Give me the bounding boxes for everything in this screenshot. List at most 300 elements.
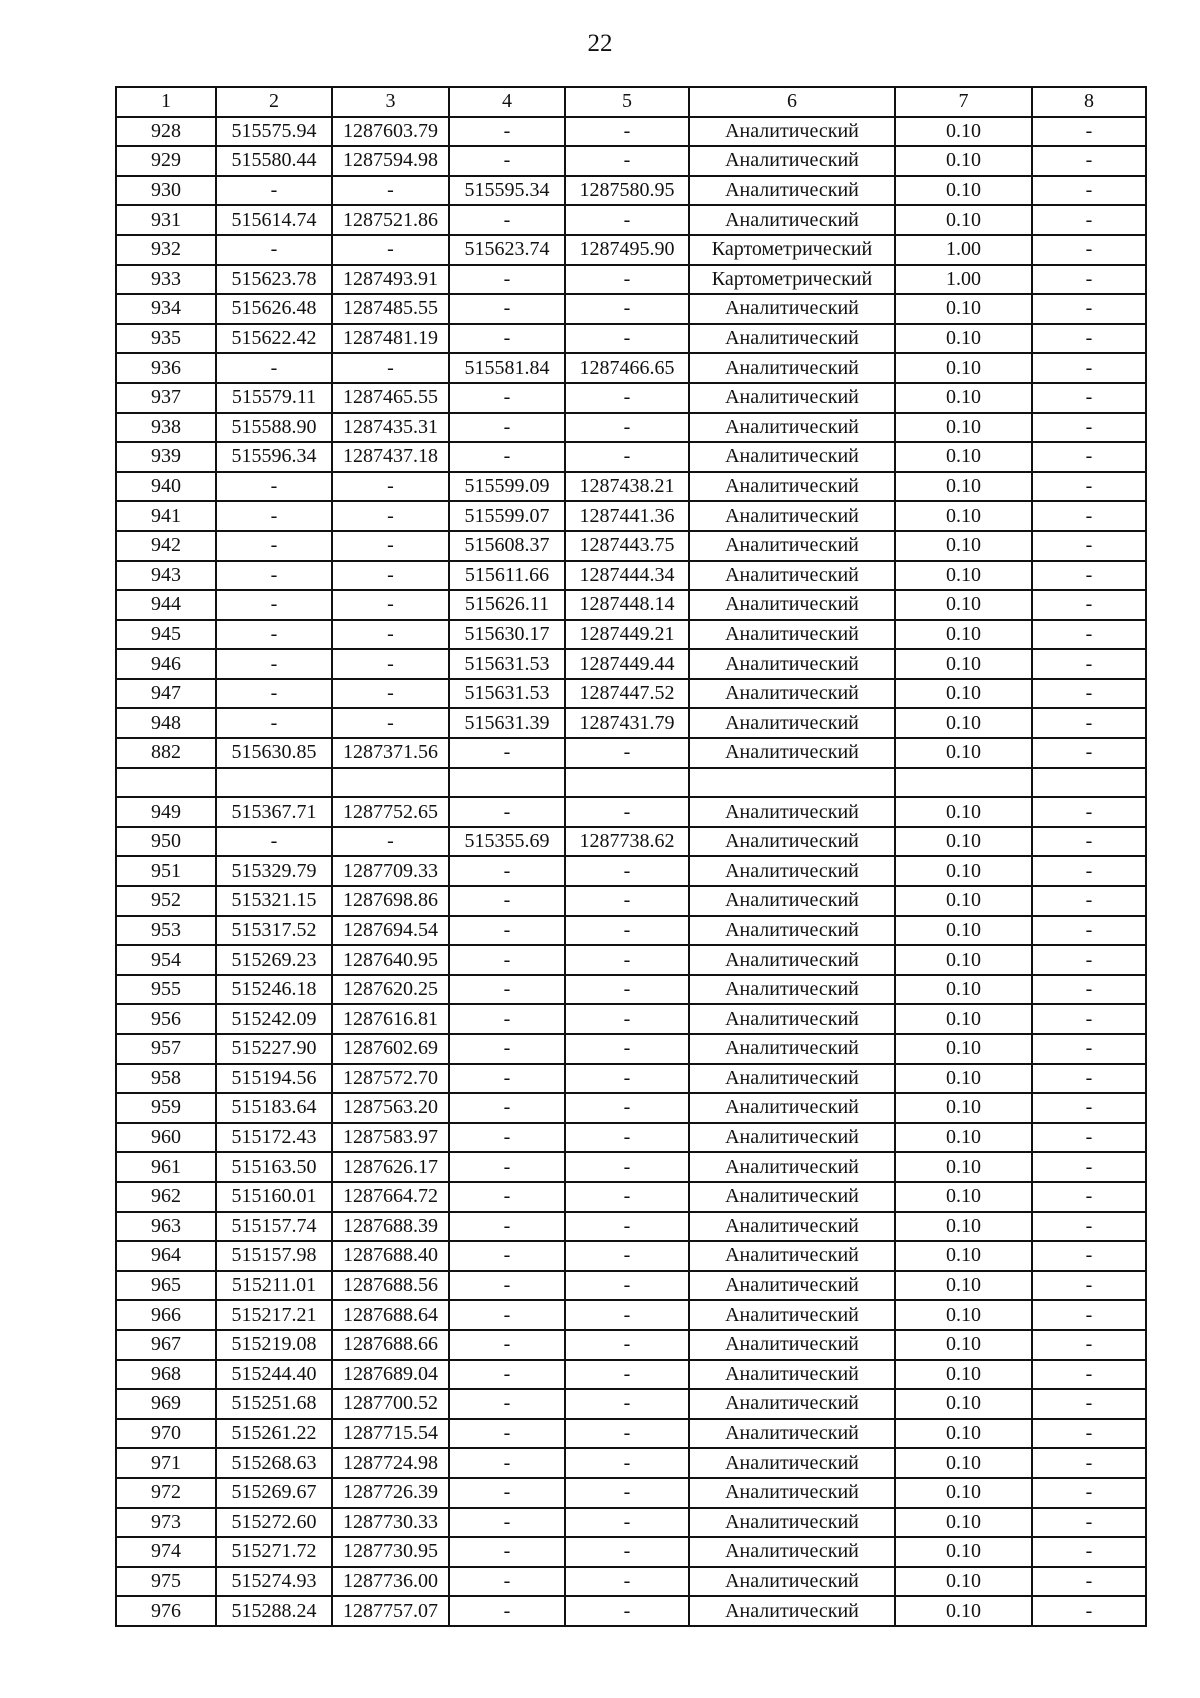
table-cell-col-7: 0.10	[895, 1212, 1032, 1242]
table-cell-col-6: Картометрический	[689, 235, 895, 265]
table-cell-col-1: 955	[116, 975, 216, 1005]
table-cell-col-3: 1287493.91	[332, 265, 449, 295]
table-cell-col-8: -	[1032, 1360, 1146, 1390]
table-cell-col-7: 1.00	[895, 235, 1032, 265]
column-header-7: 7	[895, 87, 1032, 117]
table-cell-col-1: 958	[116, 1064, 216, 1094]
table-cell-col-2: 515288.24	[216, 1596, 332, 1626]
table-cell-col-4: -	[449, 1508, 565, 1538]
table-cell-col-8: -	[1032, 856, 1146, 886]
table-cell-col-2	[216, 768, 332, 798]
table-cell-col-3: 1287563.20	[332, 1093, 449, 1123]
table-cell-col-1: 949	[116, 797, 216, 827]
table-cell-col-7: 0.10	[895, 324, 1032, 354]
table-cell-col-8: -	[1032, 205, 1146, 235]
table-cell-col-8: -	[1032, 235, 1146, 265]
table-row	[116, 205, 1146, 235]
table-cell-col-3: -	[332, 590, 449, 620]
table-cell-col-2: 515575.94	[216, 117, 332, 147]
table-cell-col-2: -	[216, 708, 332, 738]
table-cell-col-7: 0.10	[895, 1034, 1032, 1064]
table-cell-col-6: Картометрический	[689, 265, 895, 295]
table-cell-col-1: 940	[116, 472, 216, 502]
table-cell-col-6: Аналитический	[689, 1330, 895, 1360]
table-cell-col-8: -	[1032, 916, 1146, 946]
table-cell-col-6: Аналитический	[689, 1212, 895, 1242]
table-cell-col-8: -	[1032, 1478, 1146, 1508]
table-cell-col-3: -	[332, 235, 449, 265]
table-row	[116, 827, 1146, 857]
table-cell-col-5: -	[565, 383, 689, 413]
table-cell-col-7: 0.10	[895, 531, 1032, 561]
table-cell-col-5: -	[565, 1389, 689, 1419]
table-cell-col-2: 515268.63	[216, 1448, 332, 1478]
table-cell-col-3: 1287594.98	[332, 146, 449, 176]
table-cell-col-6: Аналитический	[689, 413, 895, 443]
table-cell-col-7: 0.10	[895, 442, 1032, 472]
table-row	[116, 797, 1146, 827]
table-cell-col-6: Аналитический	[689, 649, 895, 679]
table-cell-col-8: -	[1032, 1152, 1146, 1182]
table-cell-col-6: Аналитический	[689, 1271, 895, 1301]
table-cell-col-5: 1287738.62	[565, 827, 689, 857]
table-cell-col-2: 515580.44	[216, 146, 332, 176]
table-cell-col-8: -	[1032, 708, 1146, 738]
table-cell-col-1: 971	[116, 1448, 216, 1478]
table-cell-col-3: 1287481.19	[332, 324, 449, 354]
table-cell-col-4: -	[449, 886, 565, 916]
table-cell-col-7: 0.10	[895, 916, 1032, 946]
table-row	[116, 945, 1146, 975]
table-cell-col-8: -	[1032, 1596, 1146, 1626]
table-cell-col-5: 1287449.21	[565, 620, 689, 650]
table-row	[116, 472, 1146, 502]
table-row	[116, 1448, 1146, 1478]
table-cell-col-4: 515623.74	[449, 235, 565, 265]
table-cell-col-7: 0.10	[895, 1004, 1032, 1034]
table-cell-col-7: 0.10	[895, 353, 1032, 383]
table-cell-col-8: -	[1032, 1300, 1146, 1330]
table-cell-col-2: 515211.01	[216, 1271, 332, 1301]
table-cell-col-3: 1287715.54	[332, 1419, 449, 1449]
table-row	[116, 176, 1146, 206]
table-row	[116, 975, 1146, 1005]
table-cell-col-8: -	[1032, 886, 1146, 916]
table-row	[116, 916, 1146, 946]
table-cell-col-1: 963	[116, 1212, 216, 1242]
table-cell-col-5: -	[565, 1360, 689, 1390]
table-cell-col-1: 967	[116, 1330, 216, 1360]
table-cell-col-2: -	[216, 649, 332, 679]
table-cell-col-7: 0.10	[895, 738, 1032, 768]
table-cell-col-5: -	[565, 1182, 689, 1212]
table-cell-col-3: 1287583.97	[332, 1123, 449, 1153]
table-cell-col-8: -	[1032, 1567, 1146, 1597]
table-cell-col-6: Аналитический	[689, 1123, 895, 1153]
table-cell-col-4: -	[449, 1330, 565, 1360]
table-cell-col-4: -	[449, 1004, 565, 1034]
table-cell-col-7: 0.10	[895, 1123, 1032, 1153]
table-row	[116, 1123, 1146, 1153]
table-cell-col-2: 515622.42	[216, 324, 332, 354]
table-cell-col-8: -	[1032, 1389, 1146, 1419]
table-cell-col-7: 0.10	[895, 856, 1032, 886]
table-cell-col-7: 0.10	[895, 413, 1032, 443]
table-cell-col-3: 1287700.52	[332, 1389, 449, 1419]
table-cell-col-1: 951	[116, 856, 216, 886]
table-cell-col-2: 515630.85	[216, 738, 332, 768]
table-cell-col-3: -	[332, 353, 449, 383]
column-header-3: 3	[332, 87, 449, 117]
table-cell-col-2: -	[216, 590, 332, 620]
table-cell-col-2: 515269.23	[216, 945, 332, 975]
table-cell-col-4: -	[449, 797, 565, 827]
table-cell-col-6: Аналитический	[689, 205, 895, 235]
table-cell-col-4: -	[449, 1093, 565, 1123]
table-cell-col-7: 0.10	[895, 1152, 1032, 1182]
table-cell-col-6	[689, 768, 895, 798]
table-cell-col-2: 515272.60	[216, 1508, 332, 1538]
table-cell-col-3: 1287626.17	[332, 1152, 449, 1182]
table-cell-col-6: Аналитический	[689, 886, 895, 916]
table-cell-col-2: 515242.09	[216, 1004, 332, 1034]
table-cell-col-7: 0.10	[895, 1182, 1032, 1212]
table-cell-col-4: -	[449, 1064, 565, 1094]
table-cell-col-3: 1287730.33	[332, 1508, 449, 1538]
table-cell-col-5: -	[565, 1152, 689, 1182]
table-cell-col-7: 0.10	[895, 501, 1032, 531]
table-cell-col-7: 0.10	[895, 1271, 1032, 1301]
table-cell-col-4: -	[449, 146, 565, 176]
table-cell-col-8: -	[1032, 590, 1146, 620]
table-row	[116, 620, 1146, 650]
table-cell-col-7: 0.10	[895, 1300, 1032, 1330]
table-cell-col-8: -	[1032, 1271, 1146, 1301]
table-cell-col-6: Аналитический	[689, 945, 895, 975]
column-header-6: 6	[689, 87, 895, 117]
table-cell-col-2: -	[216, 531, 332, 561]
table-cell-col-5: -	[565, 1093, 689, 1123]
table-cell-col-2: 515623.78	[216, 265, 332, 295]
table-cell-col-7: 0.10	[895, 1567, 1032, 1597]
table-cell-col-4: -	[449, 442, 565, 472]
table-row	[116, 1004, 1146, 1034]
table-cell-col-6: Аналитический	[689, 1596, 895, 1626]
table-cell-col-7: 0.10	[895, 205, 1032, 235]
table-cell-col-4: -	[449, 324, 565, 354]
table-cell-col-8: -	[1032, 324, 1146, 354]
table-cell-col-8: -	[1032, 975, 1146, 1005]
table-cell-col-2: 515614.74	[216, 205, 332, 235]
table-row	[116, 1419, 1146, 1449]
table-cell-col-2: -	[216, 501, 332, 531]
table-cell-col-6: Аналитический	[689, 561, 895, 591]
table-cell-col-8: -	[1032, 561, 1146, 591]
table-cell-col-6: Аналитический	[689, 1508, 895, 1538]
table-cell-col-8: -	[1032, 620, 1146, 650]
table-cell-col-5: 1287441.36	[565, 501, 689, 531]
table-cell-col-5: -	[565, 1004, 689, 1034]
table-cell-col-6: Аналитический	[689, 146, 895, 176]
table-cell-col-5	[565, 768, 689, 798]
table-cell-col-6: Аналитический	[689, 1478, 895, 1508]
table-cell-col-1: 946	[116, 649, 216, 679]
table-cell-col-4: -	[449, 265, 565, 295]
table-cell-col-5: -	[565, 945, 689, 975]
table-cell-col-8: -	[1032, 1508, 1146, 1538]
table-cell-col-2: 515194.56	[216, 1064, 332, 1094]
table-cell-col-7: 0.10	[895, 1596, 1032, 1626]
table-cell-col-6: Аналитический	[689, 324, 895, 354]
table-cell-col-4: -	[449, 1241, 565, 1271]
table-cell-col-8: -	[1032, 1537, 1146, 1567]
table-cell-col-2: 515251.68	[216, 1389, 332, 1419]
table-cell-col-3: 1287689.04	[332, 1360, 449, 1390]
table-cell-col-6: Аналитический	[689, 1419, 895, 1449]
table-cell-col-6: Аналитический	[689, 1300, 895, 1330]
table-row	[116, 649, 1146, 679]
table-cell-col-1: 972	[116, 1478, 216, 1508]
table-cell-col-3: -	[332, 679, 449, 709]
table-row	[116, 590, 1146, 620]
table-row	[116, 856, 1146, 886]
table-cell-col-3: 1287730.95	[332, 1537, 449, 1567]
table-cell-col-8: -	[1032, 1330, 1146, 1360]
table-cell-col-3: 1287736.00	[332, 1567, 449, 1597]
table-cell-col-1: 932	[116, 235, 216, 265]
table-cell-col-3: 1287757.07	[332, 1596, 449, 1626]
table-cell-col-1: 947	[116, 679, 216, 709]
table-cell-col-4: -	[449, 413, 565, 443]
table-cell-col-1: 942	[116, 531, 216, 561]
table-cell-col-4: -	[449, 1537, 565, 1567]
table-cell-col-1: 931	[116, 205, 216, 235]
table-cell-col-3: 1287603.79	[332, 117, 449, 147]
table-cell-col-1: 937	[116, 383, 216, 413]
table-cell-col-3: -	[332, 176, 449, 206]
table-cell-col-5: -	[565, 797, 689, 827]
table-cell-col-6: Аналитический	[689, 797, 895, 827]
table-cell-col-7: 0.10	[895, 472, 1032, 502]
table-cell-col-8: -	[1032, 146, 1146, 176]
table-cell-col-1: 943	[116, 561, 216, 591]
table-cell-col-8: -	[1032, 1004, 1146, 1034]
table-cell-col-2: 515317.52	[216, 916, 332, 946]
table-cell-col-8: -	[1032, 1034, 1146, 1064]
table-cell-col-5: -	[565, 1271, 689, 1301]
table-cell-col-6: Аналитический	[689, 1034, 895, 1064]
table-cell-col-8: -	[1032, 1182, 1146, 1212]
table-cell-col-6: Аналитический	[689, 531, 895, 561]
table-cell-col-7: 0.10	[895, 1241, 1032, 1271]
table-cell-col-8: -	[1032, 531, 1146, 561]
table-cell-col-4: 515608.37	[449, 531, 565, 561]
table-row	[116, 1212, 1146, 1242]
table-cell-col-3: -	[332, 501, 449, 531]
table-cell-col-2: 515219.08	[216, 1330, 332, 1360]
table-cell-col-6: Аналитический	[689, 1241, 895, 1271]
table-cell-col-2: 515157.98	[216, 1241, 332, 1271]
table-cell-col-5: -	[565, 1330, 689, 1360]
table-row	[116, 738, 1146, 768]
table-cell-col-4: 515581.84	[449, 353, 565, 383]
table-cell-col-2: 515261.22	[216, 1419, 332, 1449]
table-cell-col-3: 1287620.25	[332, 975, 449, 1005]
table-cell-col-2: -	[216, 235, 332, 265]
table-cell-col-6: Аналитический	[689, 590, 895, 620]
table-cell-col-1: 944	[116, 590, 216, 620]
table-cell-col-8: -	[1032, 1448, 1146, 1478]
table-cell-col-7: 0.10	[895, 1419, 1032, 1449]
table-cell-col-3: 1287572.70	[332, 1064, 449, 1094]
table-cell-col-8: -	[1032, 827, 1146, 857]
table-cell-col-3: 1287688.64	[332, 1300, 449, 1330]
table-cell-col-8: -	[1032, 945, 1146, 975]
column-header-5: 5	[565, 87, 689, 117]
table-cell-col-3: 1287485.55	[332, 294, 449, 324]
table-cell-col-4: -	[449, 975, 565, 1005]
table-cell-col-7: 0.10	[895, 176, 1032, 206]
table-cell-col-1: 974	[116, 1537, 216, 1567]
table-cell-col-6: Аналитический	[689, 738, 895, 768]
table-cell-col-7: 0.10	[895, 679, 1032, 709]
table-cell-col-7: 0.10	[895, 1064, 1032, 1094]
table-row	[116, 1508, 1146, 1538]
table-cell-col-6: Аналитический	[689, 1093, 895, 1123]
table-cell-col-3: 1287698.86	[332, 886, 449, 916]
table-cell-col-7: 0.10	[895, 1508, 1032, 1538]
table-cell-col-4: -	[449, 1034, 565, 1064]
table-cell-col-1: 965	[116, 1271, 216, 1301]
table-cell-col-6: Аналитический	[689, 383, 895, 413]
table-cell-col-4: -	[449, 1212, 565, 1242]
table-row	[116, 1182, 1146, 1212]
table-cell-col-3: 1287602.69	[332, 1034, 449, 1064]
table-row	[116, 1064, 1146, 1094]
table-cell-col-7: 0.10	[895, 708, 1032, 738]
table-cell-col-6: Аналитический	[689, 679, 895, 709]
table-cell-col-6: Аналитический	[689, 472, 895, 502]
table-row	[116, 324, 1146, 354]
table-cell-col-5: 1287495.90	[565, 235, 689, 265]
table-cell-col-3: 1287435.31	[332, 413, 449, 443]
table-cell-col-5: -	[565, 413, 689, 443]
table-cell-col-4: 515611.66	[449, 561, 565, 591]
table-cell-col-8: -	[1032, 383, 1146, 413]
table-cell-col-8: -	[1032, 413, 1146, 443]
table-cell-col-2: 515160.01	[216, 1182, 332, 1212]
table-cell-col-7: 0.10	[895, 383, 1032, 413]
table-cell-col-1: 935	[116, 324, 216, 354]
column-header-2: 2	[216, 87, 332, 117]
table-cell-col-6: Аналитический	[689, 176, 895, 206]
table-cell-col-1: 968	[116, 1360, 216, 1390]
table-cell-col-5: -	[565, 205, 689, 235]
table-cell-col-1: 962	[116, 1182, 216, 1212]
table-cell-col-4: -	[449, 738, 565, 768]
column-header-8: 8	[1032, 87, 1146, 117]
table-cell-col-7: 0.10	[895, 117, 1032, 147]
table-cell-col-5: -	[565, 1300, 689, 1330]
table-cell-col-5: 1287447.52	[565, 679, 689, 709]
table-cell-col-3	[332, 768, 449, 798]
table-cell-col-6: Аналитический	[689, 117, 895, 147]
table-cell-col-1: 957	[116, 1034, 216, 1064]
table-row	[116, 442, 1146, 472]
table-row	[116, 1271, 1146, 1301]
table-cell-col-1: 950	[116, 827, 216, 857]
table-cell-col-6: Аналитический	[689, 916, 895, 946]
table-cell-col-5: -	[565, 1123, 689, 1153]
table-cell-col-5: -	[565, 975, 689, 1005]
table-cell-col-6: Аналитический	[689, 1537, 895, 1567]
table-cell-col-5: 1287449.44	[565, 649, 689, 679]
table-row	[116, 501, 1146, 531]
table-cell-col-5: -	[565, 1478, 689, 1508]
table-cell-col-4: -	[449, 945, 565, 975]
table-cell-col-7: 0.10	[895, 1537, 1032, 1567]
table-cell-col-4: -	[449, 856, 565, 886]
table-cell-col-1: 960	[116, 1123, 216, 1153]
table-cell-col-8: -	[1032, 1419, 1146, 1449]
table-cell-col-8	[1032, 768, 1146, 798]
table-cell-col-5: -	[565, 856, 689, 886]
table-cell-col-2: 515227.90	[216, 1034, 332, 1064]
table-cell-col-4: -	[449, 1271, 565, 1301]
table-cell-col-5: -	[565, 1508, 689, 1538]
table-cell-col-6: Аналитический	[689, 620, 895, 650]
table-cell-col-4: 515630.17	[449, 620, 565, 650]
table-cell-col-8: -	[1032, 294, 1146, 324]
table-cell-col-8: -	[1032, 679, 1146, 709]
table-cell-col-3: -	[332, 531, 449, 561]
table-cell-col-5: -	[565, 886, 689, 916]
table-cell-col-2: 515321.15	[216, 886, 332, 916]
table-cell-col-2: -	[216, 176, 332, 206]
table-cell-col-4: -	[449, 1567, 565, 1597]
table-cell-col-6: Аналитический	[689, 1064, 895, 1094]
table-cell-col-2: -	[216, 679, 332, 709]
table-row	[116, 1330, 1146, 1360]
table-cell-col-1: 969	[116, 1389, 216, 1419]
table-cell-col-2: 515579.11	[216, 383, 332, 413]
table-cell-col-6: Аналитический	[689, 708, 895, 738]
table-cell-col-5: 1287448.14	[565, 590, 689, 620]
header-row	[116, 87, 1146, 117]
table-cell-col-4: -	[449, 916, 565, 946]
table-cell-col-5: 1287438.21	[565, 472, 689, 502]
table-cell-col-7: 0.10	[895, 1478, 1032, 1508]
table-cell-col-2: -	[216, 353, 332, 383]
table-cell-col-8: -	[1032, 265, 1146, 295]
table-cell-col-6: Аналитический	[689, 442, 895, 472]
table-cell-col-4: -	[449, 117, 565, 147]
table-row	[116, 531, 1146, 561]
table-cell-col-3: 1287521.86	[332, 205, 449, 235]
table-cell-col-5: -	[565, 1034, 689, 1064]
table-cell-col-2: 515269.67	[216, 1478, 332, 1508]
table-cell-col-5: -	[565, 265, 689, 295]
table-row	[116, 1567, 1146, 1597]
table-cell-col-5: 1287580.95	[565, 176, 689, 206]
table-cell-col-6: Аналитический	[689, 1389, 895, 1419]
table-cell-col-5: -	[565, 738, 689, 768]
table-cell-col-8: -	[1032, 501, 1146, 531]
table-cell-col-7: 0.10	[895, 1093, 1032, 1123]
table-cell-col-2: 515163.50	[216, 1152, 332, 1182]
table-cell-col-6: Аналитический	[689, 1567, 895, 1597]
table-cell-col-1: 976	[116, 1596, 216, 1626]
